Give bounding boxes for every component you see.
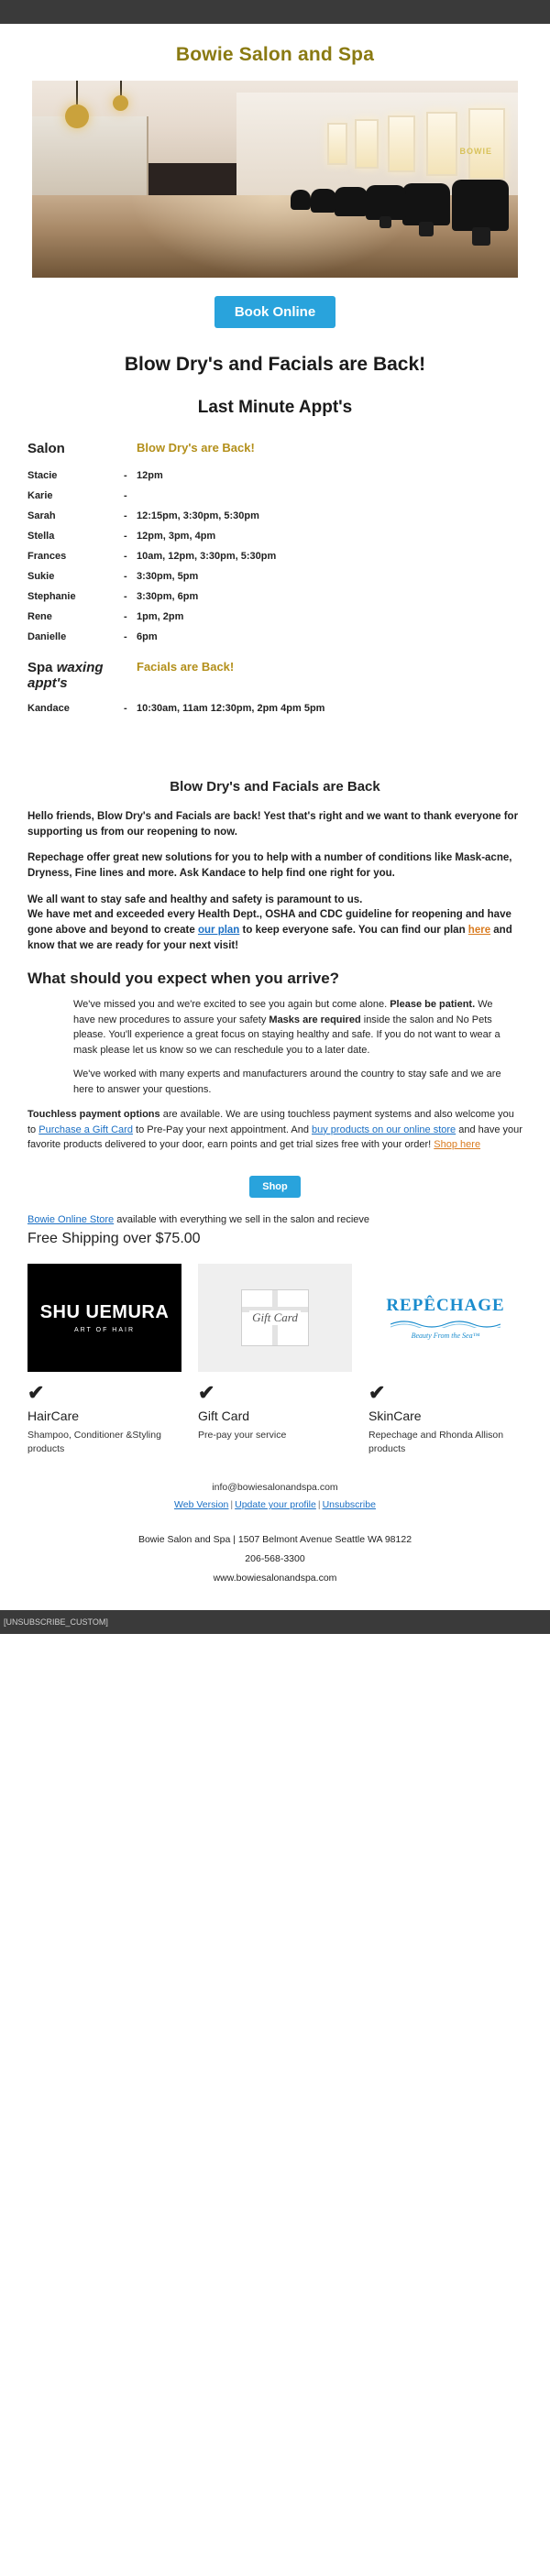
- stylist-times: 3:30pm, 6pm: [137, 591, 199, 602]
- stylist-name: Sukie: [28, 571, 55, 582]
- hero-salon-chair: [311, 189, 336, 213]
- footer-phone: 206-568-3300: [245, 1553, 305, 1565]
- row-dash: -: [124, 631, 127, 642]
- stylist-name: Stella: [28, 531, 55, 542]
- row-dash: -: [124, 611, 127, 622]
- card-description: Shampoo, Conditioner &Styling products: [28, 1429, 161, 1454]
- card-description: Pre-pay your service: [198, 1429, 287, 1441]
- table-row: [28, 627, 522, 647]
- stylist-name: Karie: [28, 490, 53, 501]
- stylist-name: Rene: [28, 611, 52, 622]
- stylist-times: [137, 486, 522, 506]
- row-dash: -: [124, 571, 127, 582]
- shop-here-link[interactable]: Shop here: [434, 1139, 481, 1151]
- stylist-name: Danielle: [28, 631, 67, 642]
- purchase-gift-card-link[interactable]: Purchase a Gift Card: [38, 1124, 133, 1135]
- section-title: Blow Dry's and Facials are Back: [170, 779, 380, 795]
- spa-label: Spa: [28, 660, 57, 675]
- repechage-tagline: Beauty From the Sea™: [411, 1331, 480, 1340]
- store-line: [28, 1214, 522, 1225]
- intro-copy: [28, 809, 522, 953]
- hero-mirror: [426, 112, 457, 176]
- spacer: [18, 718, 532, 770]
- hero-mirror: [388, 115, 415, 172]
- hero-salon-chair: [291, 190, 311, 210]
- repechage-logo: [368, 1264, 522, 1372]
- intro-line-c: to keep everyone safe. You can find our plan: [239, 925, 468, 937]
- stylist-times: 3:30pm, 5pm: [137, 571, 199, 582]
- table-row: [28, 698, 522, 718]
- row-dash: -: [124, 551, 127, 562]
- shu-uemura-tagline: ART OF HAIR: [73, 1326, 136, 1333]
- free-shipping-line: Free Shipping over $75.00: [28, 1230, 201, 1246]
- touchless-text-b: to Pre-Pay your next appointment. And: [132, 1124, 313, 1135]
- touchless-bold: Touchless payment options: [28, 1109, 160, 1121]
- footer-website: www.bowiesalonandspa.com: [213, 1573, 337, 1584]
- spa-waxing-label: waxing appt's: [28, 660, 104, 691]
- hero-lamp-stem: [120, 81, 122, 95]
- expect-text-c: inside the salon and No Pets please. You'll experience a great focus on staying healthy and safe. If you do not want to wear a mask please let us know so we can reschedule you to a later date.: [73, 1014, 500, 1056]
- stylist-times: 1pm, 2pm: [137, 611, 184, 622]
- masks-required-bold: Masks are required: [269, 1014, 361, 1025]
- row-dash: -: [124, 703, 127, 714]
- unsubscribe-custom-bar: [UNSUBSCRIBE_CUSTOM]: [0, 1610, 550, 1634]
- intro-paragraph-1: Hello friends, Blow Dry's and Facials are back! Yest that's right and we want to thank everyone for supporting us from our reopening to now.: [28, 811, 519, 838]
- update-profile-link[interactable]: Update your profile: [235, 1499, 316, 1511]
- list-item: [198, 1264, 352, 1455]
- our-plan-link[interactable]: our plan: [197, 925, 240, 937]
- table-row: [28, 546, 522, 566]
- row-dash: -: [124, 470, 127, 481]
- intro-paragraph-3: [28, 893, 522, 954]
- gift-box-graphic: [241, 1289, 309, 1346]
- touchless-payment-copy: [28, 1107, 522, 1153]
- hero-mirror: [468, 108, 505, 180]
- hero-image: [32, 81, 518, 278]
- checkmark-icon: ✔: [198, 1380, 215, 1404]
- table-row: [28, 566, 522, 586]
- email-body: [0, 24, 550, 1597]
- online-store-products-link[interactable]: buy products on our online store: [312, 1124, 456, 1135]
- hero-window: [32, 116, 148, 207]
- shop-button[interactable]: Shop: [249, 1176, 301, 1198]
- hero-lamp-stem: [76, 81, 78, 104]
- expect-text-a: We've missed you and we're excited to see you again but come alone.: [73, 999, 390, 1011]
- intro-paragraph-2: Repechage offer great new solutions for you to help with a number of conditions like Mask-acne, Dryness, Fine lines and more. Ask Kandace to help find one right for you.: [28, 852, 512, 880]
- table-row: [28, 586, 522, 607]
- touchless-text-a: are available. We are using touchless payment systems and also welcome you to: [28, 1109, 514, 1135]
- stylist-name: Sarah: [28, 510, 56, 521]
- page-title: Bowie Salon and Spa: [175, 44, 375, 65]
- hero-chair-base: [380, 216, 391, 228]
- shu-uemura-logo: [28, 1264, 182, 1372]
- hero-chair-base: [472, 227, 490, 246]
- be-patient-bold: Please be patient.: [390, 999, 476, 1011]
- hero-salon-chair: [452, 180, 509, 231]
- footer-separator: |: [230, 1499, 234, 1511]
- schedule-header-salon: Salon: [28, 441, 65, 456]
- stylist-times: 12pm, 3pm, 4pm: [137, 531, 216, 542]
- here-link[interactable]: here: [468, 925, 491, 937]
- esthetician-times: 10:30am, 11am 12:30pm, 2pm 4pm 5pm: [137, 703, 325, 714]
- subheadline: Last Minute Appt's: [197, 398, 353, 417]
- list-item: [28, 1264, 182, 1455]
- stylist-name: Stacie: [28, 470, 58, 481]
- row-dash: -: [124, 591, 127, 602]
- expect-text-b: We have new procedures to assure your safety: [73, 999, 493, 1025]
- intro-line-a: We all want to stay safe and healthy and safety is paramount to us.: [28, 893, 363, 905]
- footer-email: info@bowiesalonandspa.com: [212, 1482, 338, 1494]
- repechage-wave-icon: [390, 1319, 500, 1328]
- web-version-link[interactable]: Web Version: [174, 1499, 229, 1511]
- intro-line-b: We have met and exceeded every Health Dept., OSHA and CDC guideline for reopening and have gone above and beyond to create: [28, 909, 512, 937]
- card-title: SkinCare: [368, 1408, 422, 1423]
- table-row: [28, 526, 522, 546]
- hero-pendant-lamp: [65, 104, 89, 128]
- card-title: HairCare: [28, 1408, 80, 1423]
- schedule-header-facials: Facials are Back!: [137, 660, 235, 674]
- hero-mirror: [327, 123, 347, 165]
- shu-uemura-wordmark: SHU UEMURA: [39, 1301, 170, 1322]
- table-row: [28, 466, 522, 486]
- checkmark-icon: ✔: [368, 1380, 386, 1404]
- footer-separator: |: [317, 1499, 321, 1511]
- book-online-button[interactable]: Book Online: [214, 296, 336, 328]
- product-card-list: [28, 1264, 522, 1455]
- row-dash: -: [124, 490, 127, 501]
- stylist-name: Stephanie: [28, 591, 76, 602]
- touchless-paragraph: [28, 1107, 522, 1153]
- card-title: Gift Card: [198, 1408, 250, 1423]
- checkmark-icon: ✔: [28, 1380, 45, 1404]
- intro-line-d: and know that we are ready for your next visit!: [28, 925, 512, 951]
- expect-paragraph-1: [73, 997, 513, 1058]
- shop-cta-container: [18, 1163, 532, 1214]
- table-row: [28, 486, 522, 506]
- footer-links: [28, 1496, 522, 1514]
- appointment-schedule: [28, 436, 522, 718]
- hero-pendant-lamp: [113, 95, 128, 111]
- headline: Blow Dry's and Facials are Back!: [124, 354, 426, 375]
- stylist-times: 12pm: [137, 470, 163, 481]
- expect-copy: [73, 997, 513, 1097]
- footer-address: Bowie Salon and Spa | 1507 Belmont Avenue Seattle WA 98122: [138, 1534, 412, 1546]
- book-cta-container: [18, 278, 532, 334]
- stylist-times: 12:15pm, 3:30pm, 5:30pm: [137, 510, 259, 521]
- stylist-times: 6pm: [137, 631, 158, 642]
- card-description: Repechage and Rhonda Allison products: [368, 1429, 504, 1454]
- bowie-online-store-link[interactable]: Bowie Online Store: [28, 1213, 115, 1225]
- touchless-text-c: and have your favorite products delivered to your door, earn points and get trial sizes free with your order!: [28, 1124, 522, 1151]
- row-dash: -: [124, 531, 127, 542]
- schedule-header-spa: [28, 647, 137, 698]
- hero-salon-chair: [366, 185, 406, 220]
- hero-mirror: [355, 119, 379, 169]
- expect-paragraph-2: We've worked with many experts and manufacturers around the country to stay safe and we are here to answer your questions.: [73, 1069, 501, 1095]
- gift-card-image: [198, 1264, 352, 1372]
- hero-salon-chair: [402, 183, 450, 225]
- footer-address-block: [28, 1530, 522, 1588]
- top-spacer-bar: [0, 0, 550, 24]
- table-row: [28, 607, 522, 627]
- hero-sign: BOWIE: [459, 147, 492, 156]
- unsubscribe-link[interactable]: Unsubscribe: [322, 1499, 376, 1511]
- row-dash: -: [124, 510, 127, 521]
- stylist-times: 10am, 12pm, 3:30pm, 5:30pm: [137, 551, 277, 562]
- expect-heading: What should you expect when you arrive?: [28, 970, 340, 988]
- footer-contact: [28, 1479, 522, 1514]
- table-row: [28, 506, 522, 526]
- store-line-text: available with everything we sell in the salon and recieve: [114, 1213, 369, 1225]
- hero-chair-base: [419, 222, 434, 236]
- gift-card-text: Gift Card: [249, 1310, 301, 1325]
- esthetician-name: Kandace: [28, 703, 70, 714]
- hero-salon-chair: [335, 187, 368, 216]
- repechage-wordmark: REPÊCHAGE: [386, 1295, 505, 1315]
- schedule-header-blowdry: Blow Dry's are Back!: [137, 441, 255, 455]
- list-item: [368, 1264, 522, 1455]
- stylist-name: Frances: [28, 551, 67, 562]
